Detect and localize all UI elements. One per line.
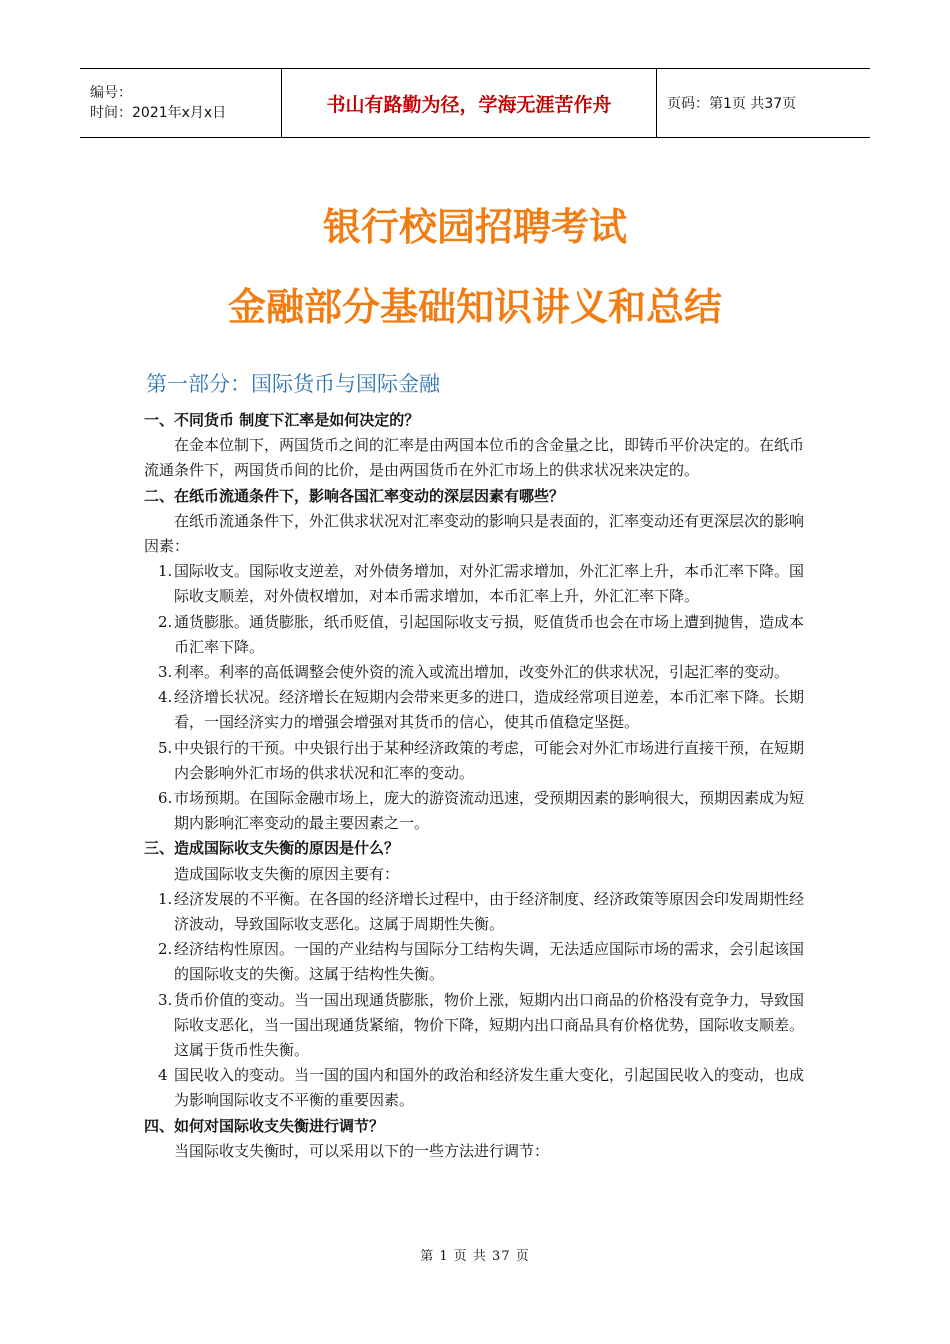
section-intro: 当国际收支失衡时，可以采用以下的一些方法进行调节： — [174, 1141, 550, 1160]
header-motto-cell — [282, 69, 657, 137]
part-heading: 第一部分：国际货币与国际金融 — [146, 372, 440, 396]
list-item — [144, 559, 804, 609]
list-item — [144, 937, 804, 987]
document-title-line1: 银行校园招聘考试 — [322, 205, 627, 249]
list-item-number: 2. — [158, 612, 173, 631]
header-table — [80, 68, 870, 138]
section-paragraph: 在金本位制下，两国货币之间的汇率是由两国本位币的含金量之比，即铸币平价决定的。在纸币流通条件下，两国货币间的比价，是由两国货币在外汇市场上的供求状况来决定的。 — [144, 436, 805, 480]
section-question: 一、不同货币 制度下汇率是如何决定的？ — [144, 411, 420, 429]
list-item-text: 经济发展的不平衡。在各国的经济增长过程中，由于经济制度、经济政策等原因会印发周期性经济波动，导致国际收支恶化。这属于周期性失衡。 — [174, 889, 805, 934]
list-item — [144, 988, 804, 1064]
list-item — [144, 660, 804, 685]
list-item-text: 通货膨胀。通货膨胀，纸币贬值，引起国际收支亏损，贬值货币也会在市场上遭到抛售，造成本币汇率下降。 — [174, 612, 805, 656]
time-label: 时间：2021年x月x日 — [90, 105, 227, 121]
page-label: 页码：第1页 共37页 — [667, 96, 797, 112]
list-item-number: 5. — [158, 738, 173, 757]
list-item — [144, 1063, 804, 1113]
list-item — [144, 736, 804, 786]
page-footer: 第 1 页 共 37 页 — [420, 1249, 530, 1264]
list-item-text: 货币价值的变动。当一国出现通货膨胀，物价上涨，短期内出口商品的价格没有竞争力，导致国际收支恶化，当一国出现通货紧缩，物价下降，短期内出口商品具有价格优势，国际收支顺差。这属于货币性失衡。 — [174, 990, 805, 1060]
section-question: 三、造成国际收支失衡的原因是什么？ — [144, 839, 400, 858]
list-item — [144, 887, 804, 937]
list-item-text: 国际收支。国际收支逆差，对外债务增加，对外汇需求增加，外汇汇率上升，本币汇率下降。国际收支顺差，对外债权增加，对本币需求增加，本币汇率上升，外汇汇率下降。 — [174, 562, 805, 606]
header-page-cell — [657, 69, 870, 137]
list-item-text: 经济增长状况。经济增长在短期内会带来更多的进口，造成经常项目逆差，本币汇率下降。长期看，一国经济实力的增强会增强对其货币的信心，使其币值稳定坚挺。 — [174, 688, 805, 732]
list-item — [144, 610, 804, 660]
list-item-text: 中央银行的干预。中央银行出于某种经济政策的考虑，可能会对外汇市场进行直接干预，在短期内会影响外汇市场的供求状况和汇率的变动。 — [174, 738, 805, 782]
list-item-number: 3. — [158, 663, 173, 682]
header-left-cell — [80, 69, 282, 137]
section-question: 二、在纸币流通条件下，影响各国汇率变动的深层因素有哪些？ — [144, 486, 565, 505]
list-item-number: 4 — [158, 1066, 168, 1085]
section-paragraph: 在纸币流通条件下，外汇供求状况对汇率变动的影响只是表面的，汇率变动还有更深层次的影响因素： — [144, 511, 805, 556]
list-item-text: 利率。利率的高低调整会使外资的流入或流出增加，改变外汇的供求状况，引起汇率的变动。 — [174, 663, 790, 682]
section-intro: 造成国际收支失衡的原因主要有： — [174, 864, 400, 883]
section-question: 四、如何对国际收支失衡进行调节？ — [144, 1116, 385, 1135]
number-label: 编号： — [90, 85, 132, 101]
list-item-number: 3. — [158, 990, 173, 1009]
list-item-number: 4. — [158, 688, 173, 707]
list-item-text: 市场预期。在国际金融市场上，庞大的游资流动迅速，受预期因素的影响很大，预期因素成为短期内影响汇率变动的最主要因素之一。 — [174, 789, 805, 833]
list-item-text: 经济结构性原因。一国的产业结构与国际分工结构失调，无法适应国际市场的需求，会引起该国的国际收支的失衡。这属于结构性失衡。 — [174, 940, 805, 984]
list-item-number: 6. — [158, 789, 173, 808]
list-item-number: 1. — [158, 889, 173, 908]
list-item — [144, 786, 804, 836]
document-body — [144, 408, 804, 1164]
list-item-number: 2. — [158, 940, 173, 959]
list-item-text: 国民收入的变动。当一国的国内和国外的政治和经济发生重大变化，引起国民收入的变动，也成为影响国际收支不平衡的重要因素。 — [174, 1066, 805, 1110]
list-item — [144, 685, 804, 735]
document-title-line2: 金融部分基础知识讲义和总结 — [227, 285, 722, 329]
motto: 书山有路勤为径，学海无涯苦作舟 — [326, 93, 612, 116]
list-item-number: 1. — [158, 562, 173, 581]
